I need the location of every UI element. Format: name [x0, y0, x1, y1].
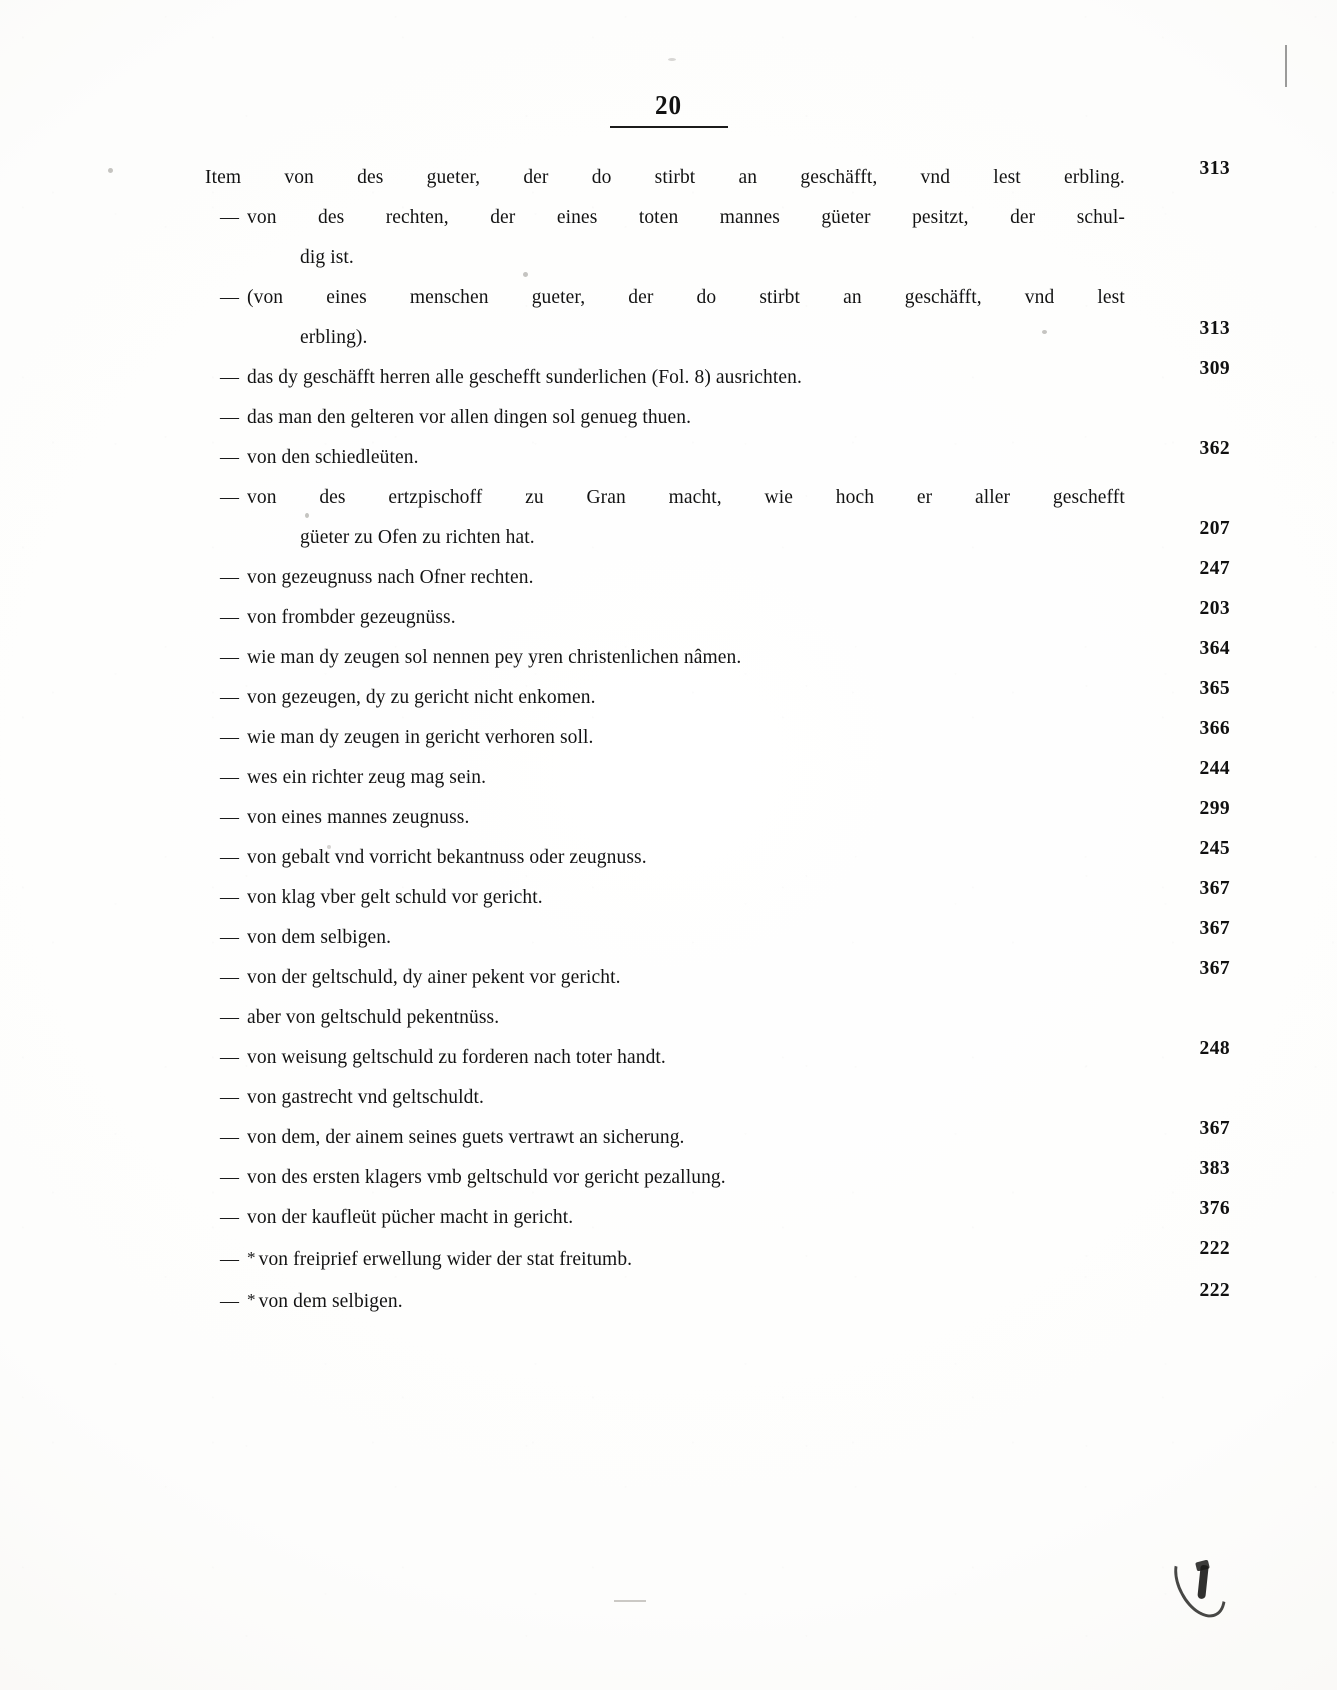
entry-text: wes ein richter zeug mag sein.: [247, 767, 487, 788]
entry-dash-icon: —: [220, 567, 239, 588]
index-entry: [205, 278, 1230, 358]
entry-word: des: [357, 167, 384, 188]
index-entry: [205, 838, 1230, 878]
entry-word: eines: [326, 287, 367, 308]
entry-word: er: [916, 487, 933, 508]
index-entry: [205, 158, 1230, 198]
entry-dash-icon: —: [220, 1087, 239, 1108]
entry-word: Gran: [586, 487, 626, 508]
entry-page-reference: 203: [1199, 598, 1230, 619]
entry-text: das man den gelteren vor allen dingen sol genueg thuen.: [247, 407, 692, 428]
entry-line: [205, 958, 1125, 998]
entry-text: von dem, der ainem seines guets vertrawt an sicherung.: [247, 1127, 685, 1148]
entry-text: das dy geschäfft herren alle geschefft sunderlichen (Fol. 8) ausrichten.: [247, 367, 802, 388]
entry-word: des: [317, 207, 345, 228]
entry-line: [205, 638, 1125, 678]
entry-word: do: [591, 167, 612, 188]
entry-word: zu: [525, 487, 544, 508]
entry-text: aber von geltschuld pekentnüss.: [247, 1007, 500, 1028]
entry-word: toten: [638, 207, 679, 228]
entry-word: gueter,: [531, 287, 586, 308]
entry-text: von frombder gezeugnüss.: [247, 607, 456, 628]
entry-dash-icon: —: [220, 1047, 239, 1068]
entry-continuation-line: erbling).: [300, 327, 368, 348]
index-entry: [205, 1078, 1125, 1118]
entry-line: [205, 1038, 1125, 1078]
entry-word: der: [490, 207, 516, 228]
entry-word: der: [523, 167, 549, 188]
index-entry: [205, 1118, 1230, 1158]
entry-asterisk-marker: *: [247, 1290, 256, 1309]
entry-line: [205, 1198, 1125, 1238]
entry-line: [205, 358, 1125, 398]
entry-word: lest: [993, 167, 1021, 188]
entry-word: stirbt: [759, 287, 800, 308]
entry-text: wie man dy zeugen sol nennen pey yren christenlichen nâmen.: [247, 647, 742, 668]
entry-word: eines: [556, 207, 598, 228]
entry-dash-icon: —: [220, 367, 239, 388]
entry-word: rechten,: [385, 207, 449, 228]
entry-page-reference: 245: [1199, 838, 1230, 859]
entry-word: geschäfft,: [904, 287, 982, 308]
entry-dash-icon: —: [220, 407, 239, 428]
entry-line: [205, 718, 1125, 758]
entry-line: [205, 1280, 1125, 1322]
entry-word: von: [284, 167, 314, 188]
entry-text: von den schiedleüten.: [247, 447, 419, 468]
entry-dash-icon: —: [220, 447, 239, 468]
entry-word: wie: [764, 487, 794, 508]
entry-dash-icon: —: [220, 887, 239, 908]
entry-word: von: [247, 207, 277, 228]
index-entry: [205, 1198, 1230, 1238]
entry-text: von weisung geltschuld zu forderen nach toter handt.: [247, 1047, 666, 1068]
entry-text: von eines mannes zeugnuss.: [247, 807, 470, 828]
entry-line: [205, 1118, 1125, 1158]
entry-word: an: [738, 167, 758, 188]
scan-blemish: [108, 168, 113, 173]
entry-dash-icon: —: [220, 1007, 239, 1028]
entry-line: [205, 278, 1125, 318]
entry-text: von klag vber gelt schuld vor gericht.: [247, 887, 543, 908]
entry-dash-icon: —: [220, 487, 239, 508]
bottom-margin-dash: [614, 1600, 646, 1602]
entry-page-reference: 366: [1199, 718, 1230, 739]
entry-page-reference: 313: [1199, 318, 1230, 339]
index-entry: [205, 558, 1230, 598]
entry-asterisk-marker: *: [247, 1248, 256, 1267]
entry-word: stirbt: [654, 167, 696, 188]
entry-page-reference: 222: [1199, 1238, 1230, 1259]
entry-word: des: [319, 487, 346, 508]
entry-text: von des ersten klagers vmb geltschuld vor gericht pezallung.: [247, 1167, 726, 1188]
entry-dash-icon: —: [220, 207, 239, 228]
entry-word: gueter,: [426, 167, 481, 188]
entry-page-reference: 367: [1199, 1118, 1230, 1139]
entry-word: ertzpischoff: [388, 487, 483, 508]
entry-word: do: [696, 287, 717, 308]
entry-dash-icon: —: [220, 607, 239, 628]
entry-line: [205, 438, 1125, 478]
entry-dash-icon: —: [220, 927, 239, 948]
header-rule: [610, 126, 728, 128]
entry-text: von der kaufleüt pücher macht in gericht.: [247, 1207, 574, 1228]
entry-dash-icon: —: [220, 287, 239, 308]
index-entry: [205, 358, 1230, 398]
index-entry: [205, 678, 1230, 718]
entry-word: macht,: [668, 487, 722, 508]
entry-word: menschen: [409, 287, 489, 308]
entry-text: [247, 278, 1125, 318]
index-entry: [205, 998, 1125, 1038]
entry-page-reference: 313: [1199, 158, 1230, 179]
index-entry: [205, 1238, 1230, 1280]
entry-page-reference: 364: [1199, 638, 1230, 659]
entry-word: mannes: [719, 207, 780, 228]
entry-page-reference: 207: [1199, 518, 1230, 539]
entry-dash-icon: —: [220, 1207, 239, 1228]
entry-text: [205, 158, 1125, 198]
index-entry: [205, 598, 1230, 638]
index-entry: [205, 638, 1230, 678]
entry-line: [205, 878, 1125, 918]
corner-ink-blot-artifact: [1178, 1548, 1222, 1620]
entry-word: geschäfft,: [800, 167, 878, 188]
entry-word: erbling.: [1063, 167, 1125, 188]
entry-page-reference: 365: [1199, 678, 1230, 699]
entry-continuation-line: güeter zu Ofen zu richten hat.: [300, 527, 535, 548]
index-entry: [205, 958, 1230, 998]
entry-page-reference: 244: [1199, 758, 1230, 779]
entry-line: [205, 158, 1125, 198]
entry-dash-icon: —: [220, 847, 239, 868]
entry-word: (von: [247, 287, 284, 308]
entry-dash-icon: —: [220, 727, 239, 748]
index-entry: [205, 918, 1230, 958]
index-entry: [205, 1038, 1230, 1078]
entry-page-reference: 222: [1199, 1280, 1230, 1301]
entry-line: [205, 798, 1125, 838]
entry-dash-icon: —: [220, 967, 239, 988]
entry-word: von: [247, 487, 277, 508]
entry-word: hoch: [835, 487, 875, 508]
index-entry: [205, 438, 1230, 478]
entry-text: von der geltschuld, dy ainer pekent vor gericht.: [247, 967, 621, 988]
entry-line: [205, 398, 1125, 438]
entry-line: [205, 678, 1125, 718]
entry-page-reference: 376: [1199, 1198, 1230, 1219]
entry-dash-icon: —: [220, 767, 239, 788]
entry-line: [205, 478, 1125, 518]
entry-line: [205, 758, 1125, 798]
entry-dash-icon: —: [220, 687, 239, 708]
entry-page-reference: 367: [1199, 918, 1230, 939]
index-entry: [205, 798, 1230, 838]
scan-blemish: [668, 58, 676, 61]
entry-dash-icon: —: [220, 1167, 239, 1188]
entry-page-reference: 247: [1199, 558, 1230, 579]
entry-line: [205, 598, 1125, 638]
entry-word: lest: [1097, 287, 1125, 308]
index-entry: [205, 1158, 1230, 1198]
index-entry: [205, 718, 1230, 758]
index-entry: [205, 758, 1230, 798]
entry-page-reference: 362: [1199, 438, 1230, 459]
entry-line: [205, 918, 1125, 958]
entry-line: [205, 1078, 1125, 1118]
entry-continuation-line: dig ist.: [300, 247, 354, 268]
entry-text: von dem selbigen.: [247, 927, 392, 948]
entry-text: von gastrecht vnd geltschuldt.: [247, 1087, 484, 1108]
entry-word: vnd: [920, 167, 951, 188]
entry-dash-icon: —: [220, 1127, 239, 1148]
entry-word: Item: [205, 167, 242, 188]
entry-line: [205, 558, 1125, 598]
entry-page-reference: 383: [1199, 1158, 1230, 1179]
entry-text: von gezeugen, dy zu gericht nicht enkomen.: [247, 687, 596, 708]
entry-page-reference: 248: [1199, 1038, 1230, 1059]
entry-text: von gebalt vnd vorricht bekantnuss oder zeugnuss.: [247, 847, 647, 868]
entry-text: * von freiprief erwellung wider der stat freitumb.: [247, 1248, 633, 1270]
entry-line: [205, 838, 1125, 878]
entry-word: der: [1010, 207, 1036, 228]
entry-word: an: [843, 287, 862, 308]
entry-dash-icon: —: [220, 1249, 239, 1270]
entry-line: [205, 1158, 1125, 1198]
entry-dash-icon: —: [220, 1291, 239, 1312]
entry-word: schul-: [1076, 207, 1125, 228]
entry-word: pesitzt,: [912, 207, 969, 228]
margin-tick-mark: [1285, 45, 1287, 87]
index-entry: [205, 198, 1125, 278]
entry-word: geschefft: [1052, 487, 1125, 508]
entry-page-reference: 299: [1199, 798, 1230, 819]
entry-text: [247, 478, 1125, 518]
entry-word: der: [628, 287, 654, 308]
entry-text: wie man dy zeugen in gericht verhoren soll.: [247, 727, 594, 748]
entry-page-reference: 309: [1199, 358, 1230, 379]
entry-text: * von dem selbigen.: [247, 1290, 403, 1312]
entry-text: [247, 198, 1125, 238]
entry-line: [205, 198, 1125, 238]
index-entry: [205, 398, 1125, 438]
entry-line: [205, 998, 1125, 1038]
index-entry: [205, 878, 1230, 918]
entry-text: von gezeugnuss nach Ofner rechten.: [247, 567, 534, 588]
index-entry: [205, 478, 1230, 558]
entry-word: aller: [974, 487, 1011, 508]
entry-page-reference: 367: [1199, 958, 1230, 979]
entry-page-reference: 367: [1199, 878, 1230, 899]
entry-word: vnd: [1024, 287, 1055, 308]
entry-word: güeter: [821, 207, 871, 228]
entry-dash-icon: —: [220, 647, 239, 668]
index-entry-list: [205, 158, 1230, 1322]
index-entry: [205, 1280, 1230, 1322]
entry-dash-icon: —: [220, 807, 239, 828]
entry-line: [205, 1238, 1125, 1280]
page-number: 20: [655, 90, 682, 120]
page-header: [0, 92, 1337, 128]
